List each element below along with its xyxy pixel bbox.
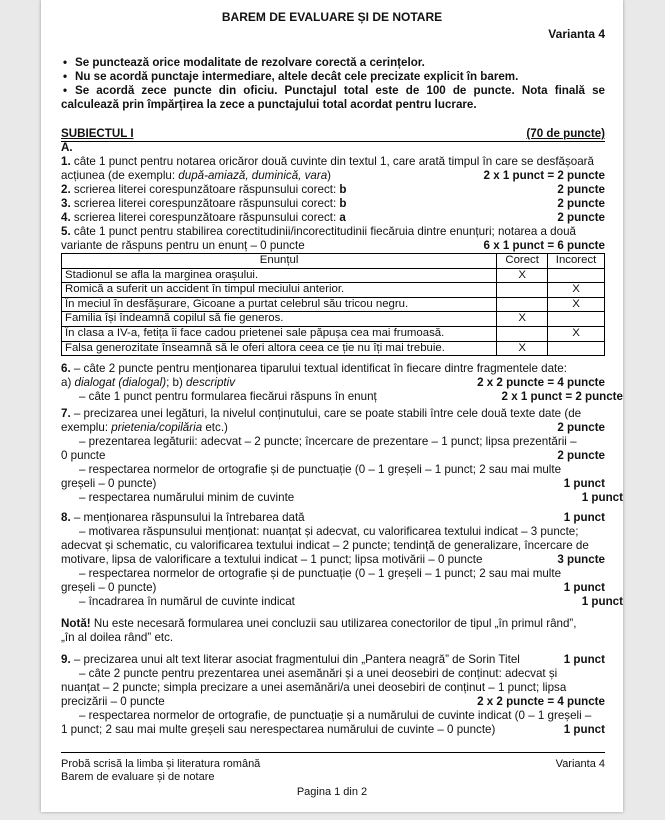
table-row: [62, 297, 605, 312]
correct-cell: [497, 283, 548, 298]
correct-cell: X: [497, 341, 548, 356]
rule-item: • Se acordă zece puncte din oficiu. Punctajul total este de 100 de puncte. Nota finală se calculează prin împărțirea la zece a punctajului total acordat pentru lucrare.: [61, 84, 605, 111]
statement-cell: Stadionul se afla la marginea orașului.: [62, 268, 497, 283]
incorrect-cell: X: [548, 283, 605, 298]
incorrect-cell: X: [548, 297, 605, 312]
note-line: Notă! Nu este necesară formularea unei concluzii sau utilizarea conectorilor de tipul „în primul rând”,: [61, 617, 577, 630]
table-header: Enunțul: [62, 254, 497, 269]
statement-cell: Falsa generozitate înseamnă să le oferi altora ceea ce ție nu îți mai trebuie.: [62, 341, 497, 356]
q3-line: 3. scrierea literei corespunzătoare răspunsului corect: b 2 puncte: [61, 197, 605, 210]
q5-line: 5. câte 1 punct pentru stabilirea corectitudinii/incorectitudinii fiecăruia dintre enunțuri; notarea a două: [61, 225, 576, 238]
statement-cell: Romică a suferit un accident în timpul meciului anterior.: [62, 283, 497, 298]
q7-line: 0 puncte 2 puncte: [61, 449, 605, 462]
answer-table: [61, 253, 605, 356]
table-row: [62, 283, 605, 298]
incorrect-cell: [548, 341, 605, 356]
correct-cell: X: [497, 312, 548, 327]
table-header-row: [62, 254, 605, 269]
q9-line: – câte 2 puncte pentru prezentarea unei asemănări și a unei deosebiri de conținut: adecvat și: [79, 667, 558, 680]
table-row: [62, 312, 605, 327]
q7-line: – respectarea normelor de ortografie și de punctuație (0 – 1 greșeli – 1 punct; 2 sau mai multe: [79, 463, 562, 476]
incorrect-cell: [548, 268, 605, 283]
table-header: Incorect: [548, 254, 605, 269]
q8-line: adecvat și schematic, cu valorificarea textului indicat – 2 puncte; tendință de generalizare, încercare de: [61, 539, 589, 552]
q8-line: motivare, lipsa de valorificare a textului indicat – 1 punct; lipsa motivării – 0 puncte 3 puncte: [61, 553, 605, 566]
variant-label: Varianta 4: [548, 27, 605, 41]
incorrect-cell: X: [548, 326, 605, 341]
q1-line: 1. câte 1 punct pentru notarea oricăror două cuvinte din textul 1, care arată timpul în care se desfășoară: [61, 155, 594, 168]
table-header: Corect: [497, 254, 548, 269]
table-row: [62, 326, 605, 341]
footer-line: Barem de evaluare și de notare: [61, 771, 215, 783]
statement-cell: În clasa a IV-a, fetița îi face cadou prietenei sale păpușa cea mai frumoasă.: [62, 326, 497, 341]
q4-line: 4. scrierea literei corespunzătoare răspunsului corect: a 2 puncte: [61, 211, 605, 224]
table-row: [62, 268, 605, 283]
q7-line: exemplu: prietenia/copilăria etc.) 2 puncte: [61, 421, 605, 434]
q7-line: greșeli – 0 puncte) 1 punct: [61, 477, 605, 490]
q7-line: – respectarea numărului minim de cuvinte 1 punct: [79, 491, 623, 504]
q6-line: – câte 1 punct pentru formularea fiecărui răspuns în enunț 2 x 1 punct = 2 puncte: [79, 390, 623, 403]
section-label: A.: [61, 141, 73, 154]
q9-line: nuanțat – 2 puncte; simpla precizare a unei asemănări/a unei deosebiri de conținut – 1 punct; lipsa: [61, 681, 567, 694]
q6-line: 6. – câte 2 puncte pentru menționarea tiparului textual identificat în fiecare dintre fragmentele date:: [61, 362, 567, 375]
rule-item: • Se punctează orice modalitate de rezolvare corectă a cerințelor.: [63, 56, 425, 69]
subject-heading: SUBIECTUL I (70 de puncte): [61, 127, 605, 140]
correct-cell: [497, 326, 548, 341]
q5-line: variante de răspuns pentru un enunț – 0 puncte 6 x 1 punct = 6 puncte: [61, 239, 605, 252]
q2-line: 2. scrierea literei corespunzătoare răspunsului corect: b 2 puncte: [61, 183, 605, 196]
q6-line: a) dialogat (dialogal); b) descriptiv 2 x 2 puncte = 4 puncte: [61, 376, 605, 389]
statement-cell: În meciul în desfășurare, Gicoane a purtat celebrul său tricou negru.: [62, 297, 497, 312]
correct-cell: [497, 297, 548, 312]
q9-line: – respectarea normelor de ortografie, de punctuație și a numărului de cuvinte indicat (0 – 1 greșeli –: [79, 709, 592, 722]
q7-line: 7. – precizarea unei legături, la nivelul conținutului, care se poate stabili între cele două texte date (de: [61, 407, 582, 420]
footer-line: Probă scrisă la limba și literatura română Varianta 4: [61, 758, 605, 770]
q9-line: 1 punct; 2 sau mai multe greșeli sau nerespectarea numărului de cuvinte – 0 puncte) 1 punct: [61, 723, 605, 736]
document-page: [41, 0, 623, 812]
q9-line: 9. – precizarea unui alt text literar asociat fragmentului din „Pantera neagră” de Sorin Titel 1 punct: [61, 653, 605, 666]
correct-cell: X: [497, 268, 548, 283]
q8-line: – respectarea normelor de ortografie și de punctuație (0 – 1 greșeli – 1 punct; 2 sau mai multe: [79, 567, 562, 580]
q8-line: greșeli – 0 puncte) 1 punct: [61, 581, 605, 594]
table-row: [62, 341, 605, 356]
note-line: „în al doilea rând” etc.: [61, 631, 174, 644]
incorrect-cell: [548, 312, 605, 327]
q7-line: – prezentarea legăturii: adecvat – 2 puncte; încercare de prezentare – 1 punct; lipsa prezentării –: [79, 435, 577, 448]
rule-item: • Nu se acordă punctaje intermediare, altele decât cele precizate explicit în barem.: [63, 70, 519, 83]
q9-line: precizării – 0 puncte 2 x 2 puncte = 4 puncte: [61, 695, 605, 708]
q8-line: – încadrarea în numărul de cuvinte indicat 1 punct: [79, 595, 623, 608]
page-number: Pagina 1 din 2: [296, 786, 368, 798]
q8-line: – motivarea răspunsului menționat: nuanțat și adecvat, cu valorificarea textului indicat – 3 puncte;: [79, 525, 579, 538]
q8-line: 8. – menționarea răspunsului la întrebarea dată 1 punct: [61, 511, 605, 524]
statement-cell: Familia își îndeamnă copilul să fie generos.: [62, 312, 497, 327]
q1-line: acțiunea (de exemplu: după-amiază, duminică, vara) 2 x 1 punct = 2 puncte: [61, 169, 605, 182]
document-title: BAREM DE EVALUARE ȘI DE NOTARE: [221, 10, 443, 24]
